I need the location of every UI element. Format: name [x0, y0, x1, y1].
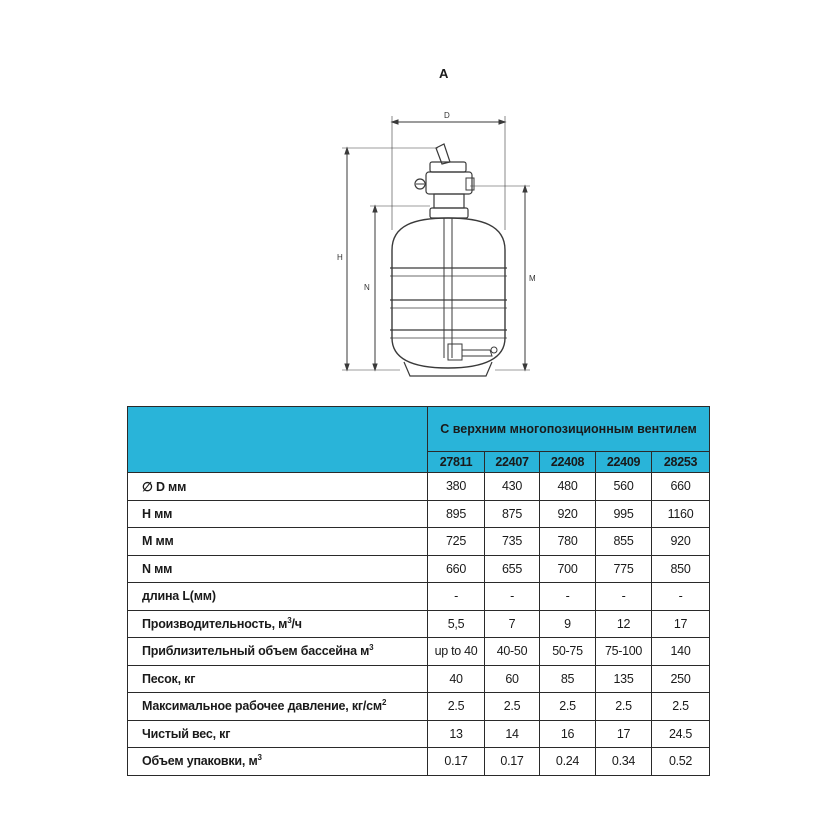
row-value: 725 — [428, 528, 485, 556]
row-value: 2.5 — [428, 693, 485, 721]
row-value: 700 — [540, 555, 596, 583]
row-value: - — [596, 583, 652, 611]
row-value: 17 — [652, 610, 710, 638]
row-value: 655 — [485, 555, 540, 583]
dimension-d-label: D — [444, 111, 450, 120]
row-value: - — [485, 583, 540, 611]
row-value: 60 — [485, 665, 540, 693]
multiport-valve — [426, 172, 472, 194]
row-value: 13 — [428, 720, 485, 748]
row-value: 2.5 — [485, 693, 540, 721]
table-row — [128, 693, 710, 721]
model-number: 22407 — [485, 452, 540, 473]
dimension-n-label: N — [364, 283, 370, 292]
row-value: 380 — [428, 473, 485, 501]
header-title: С верхним многопозиционным вентилем — [428, 407, 710, 452]
table-row — [128, 638, 710, 666]
figure-label: A — [439, 66, 449, 81]
row-value: 855 — [596, 528, 652, 556]
row-value: 135 — [596, 665, 652, 693]
row-value: 895 — [428, 500, 485, 528]
specifications-table — [127, 406, 710, 776]
sand-filter-drawing — [320, 100, 550, 390]
row-value: 775 — [596, 555, 652, 583]
table-row — [128, 583, 710, 611]
row-label: Песок, кг — [128, 665, 428, 693]
row-label: ∅ D мм — [128, 473, 428, 501]
row-value: 14 — [485, 720, 540, 748]
row-value: 7 — [485, 610, 540, 638]
row-value: up to 40 — [428, 638, 485, 666]
row-value: 75-100 — [596, 638, 652, 666]
row-value: 5,5 — [428, 610, 485, 638]
row-value: 16 — [540, 720, 596, 748]
row-label: Производительность, $м^3/ч$ — [128, 610, 428, 638]
row-label: M мм — [128, 528, 428, 556]
row-value: - — [652, 583, 710, 611]
valve-handle — [436, 144, 450, 164]
row-value: 140 — [652, 638, 710, 666]
row-value: 0.17 — [485, 748, 540, 776]
row-value: 0.52 — [652, 748, 710, 776]
table-row — [128, 500, 710, 528]
header-blank-cell — [128, 407, 428, 473]
model-number: 22408 — [540, 452, 596, 473]
row-label: Объем упаковки, $м^3$ — [128, 748, 428, 776]
row-label: Максимальное рабочее давление, $кг/см^2$ — [128, 693, 428, 721]
row-label: длина L(мм) — [128, 583, 428, 611]
row-label: Чистый вес, кг — [128, 720, 428, 748]
row-value: 920 — [540, 500, 596, 528]
row-value: 660 — [652, 473, 710, 501]
row-value: 0.17 — [428, 748, 485, 776]
table-row — [128, 473, 710, 501]
table-row — [128, 720, 710, 748]
row-value: - — [428, 583, 485, 611]
model-number: 28253 — [652, 452, 710, 473]
model-number: 27811 — [428, 452, 485, 473]
row-value: 12 — [596, 610, 652, 638]
row-value: 17 — [596, 720, 652, 748]
row-value: 875 — [485, 500, 540, 528]
row-value: 0.24 — [540, 748, 596, 776]
row-value: 780 — [540, 528, 596, 556]
row-value: 920 — [652, 528, 710, 556]
row-label: Приблизительный объем бассейна $м^3$ — [128, 638, 428, 666]
row-value: 9 — [540, 610, 596, 638]
row-value: 50-75 — [540, 638, 596, 666]
row-value: 480 — [540, 473, 596, 501]
row-label: N мм — [128, 555, 428, 583]
row-value: 250 — [652, 665, 710, 693]
row-value: - — [540, 583, 596, 611]
table-row — [128, 555, 710, 583]
row-value: 735 — [485, 528, 540, 556]
dimension-h-label: H — [337, 253, 343, 262]
row-value: 85 — [540, 665, 596, 693]
row-value: 995 — [596, 500, 652, 528]
row-value: 2.5 — [540, 693, 596, 721]
model-number: 22409 — [596, 452, 652, 473]
row-value: 0.34 — [596, 748, 652, 776]
table-row — [128, 748, 710, 776]
row-value: 2.5 — [596, 693, 652, 721]
row-value: 850 — [652, 555, 710, 583]
row-value: 430 — [485, 473, 540, 501]
table-header-row — [128, 407, 710, 452]
row-label: H мм — [128, 500, 428, 528]
row-value: 24.5 — [652, 720, 710, 748]
row-value: 40 — [428, 665, 485, 693]
row-value: 660 — [428, 555, 485, 583]
row-value: 2.5 — [652, 693, 710, 721]
row-value: 40-50 — [485, 638, 540, 666]
row-value: 1160 — [652, 500, 710, 528]
table-row — [128, 528, 710, 556]
row-value: 560 — [596, 473, 652, 501]
table-row — [128, 665, 710, 693]
table-row — [128, 610, 710, 638]
dimension-m-label: M — [529, 274, 536, 283]
